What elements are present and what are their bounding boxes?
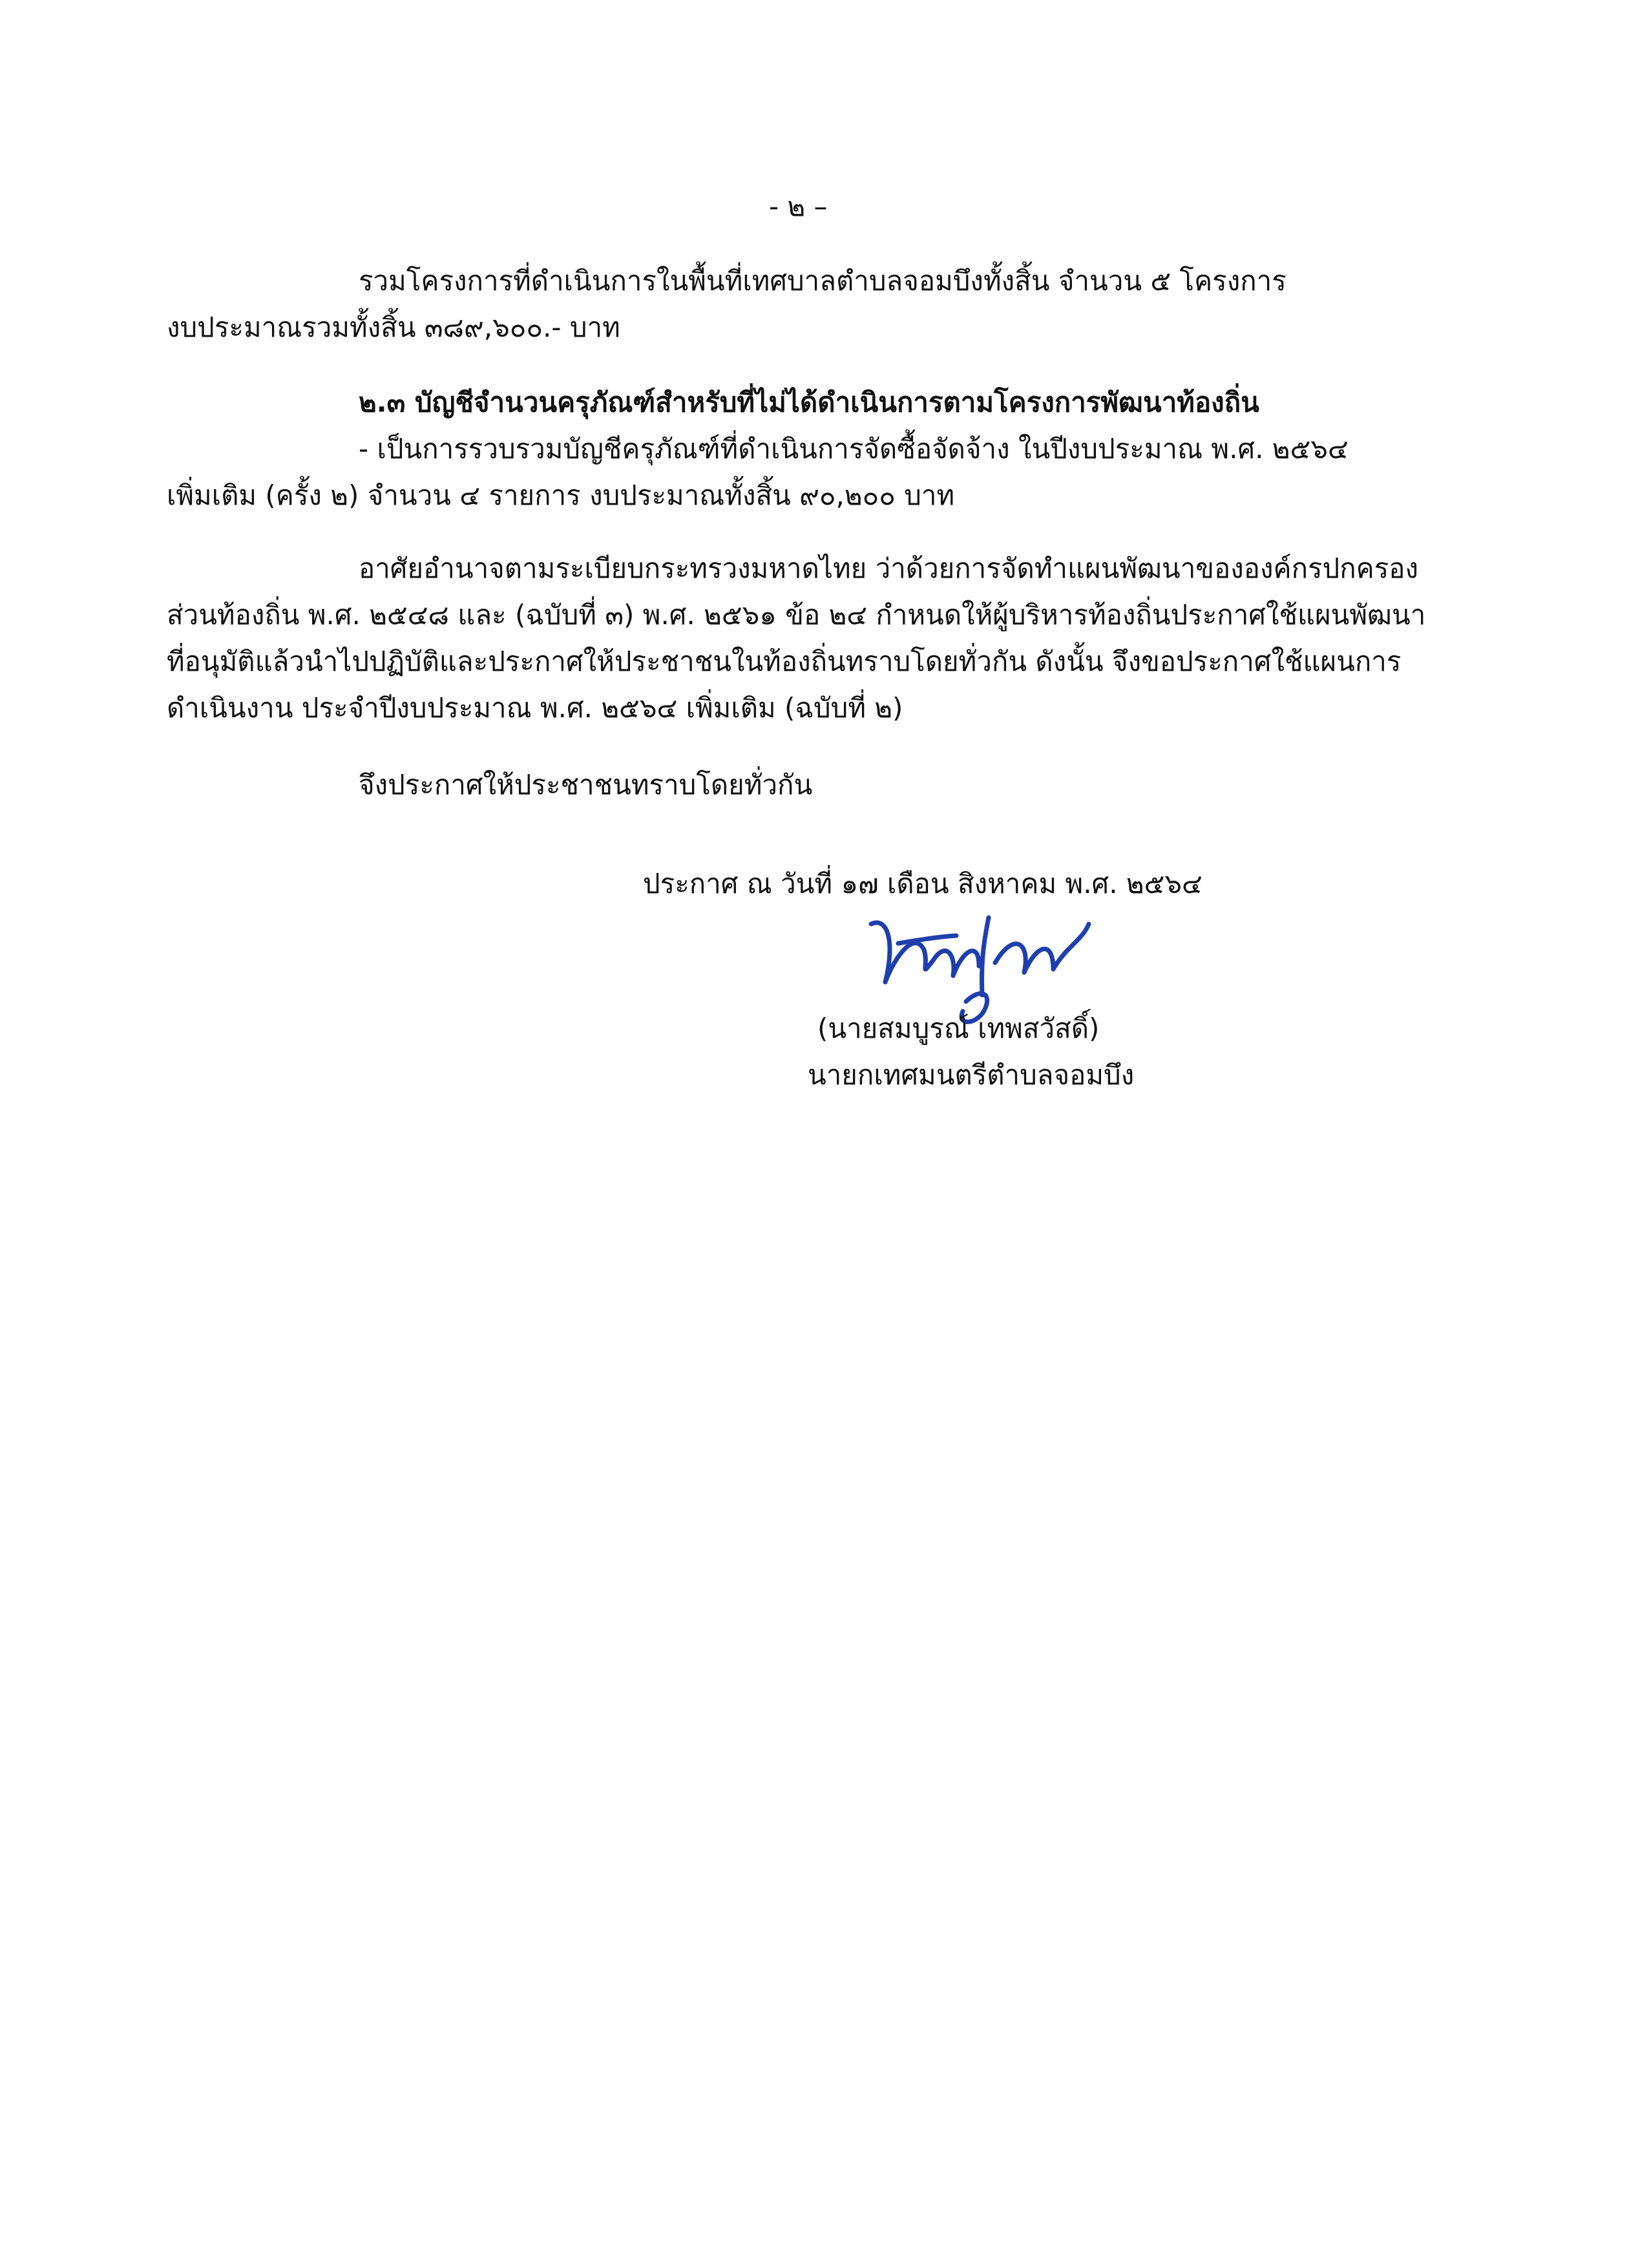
section-heading: ๒.๓ บัญชีจำนวนครุภัณฑ์สำหรับที่ไม่ได้ดำเนินการตามโครงการพัฒนาท้องถิ่น: [359, 386, 1259, 418]
para2-line2: ส่วนท้องถิ่น พ.ศ. ๒๕๔๘ และ (ฉบับที่ ๓) พ.ศ. ๒๕๖๑ ข้อ ๒๔ กำหนดให้ผู้บริหารท้องถิ่นประกาศใช้แผนพัฒนา: [167, 599, 1426, 631]
para2-line4: ดำเนินงาน ประจำปีงบประมาณ พ.ศ. ๒๕๖๔ เพิ่มเติม (ฉบับที่ ๒): [167, 692, 903, 724]
announce-line: จึงประกาศให้ประชาชนทราบโดยทั่วกัน: [359, 769, 813, 801]
section-line2: เพิ่มเติม (ครั้ง ๒) จำนวน ๔ รายการ งบประมาณทั้งสิ้น ๙๐,๒๐๐ บาท: [167, 479, 955, 511]
para2-line1: อาศัยอำนาจตามระเบียบกระทรวงมหาดไทย ว่าด้วยการจัดทำแผนพัฒนาขององค์กรปกครอง: [359, 552, 1419, 584]
date-line: ประกาศ ณ วันที่ ๑๗ เดือน สิงหาคม พ.ศ. ๒๕๖๔: [643, 868, 1203, 899]
para1-line1: รวมโครงการที่ดำเนินการในพื้นที่เทศบาลตำบลจอมบึงทั้งสิ้น จำนวน ๕ โครงการ: [359, 265, 1287, 297]
signature-strokes: [871, 918, 1089, 1022]
page-number: - ๒ –: [769, 191, 828, 222]
para2-line3: ที่อนุมัติแล้วนำไปปฏิบัติและประกาศให้ประชาชนในท้องถิ่นทราบโดยทั่วกัน ดังนั้น จึงขอประกาศใช้แผนการ: [167, 646, 1402, 677]
para1-line2: งบประมาณรวมทั้งสิ้น ๓๘๙,๖๐๐.- บาท: [167, 311, 620, 343]
signatory-name: (นายสมบูรณ์ เทพสวัสดิ์): [817, 1013, 1100, 1044]
section-line1: - เป็นการรวบรวมบัญชีครุภัณฑ์ที่ดำเนินการจัดซื้อจัดจ้าง ในปีงบประมาณ พ.ศ. ๒๕๖๔: [359, 433, 1349, 465]
signatory-title: นายกเทศมนตรีตำบลจอมบึง: [808, 1059, 1135, 1091]
